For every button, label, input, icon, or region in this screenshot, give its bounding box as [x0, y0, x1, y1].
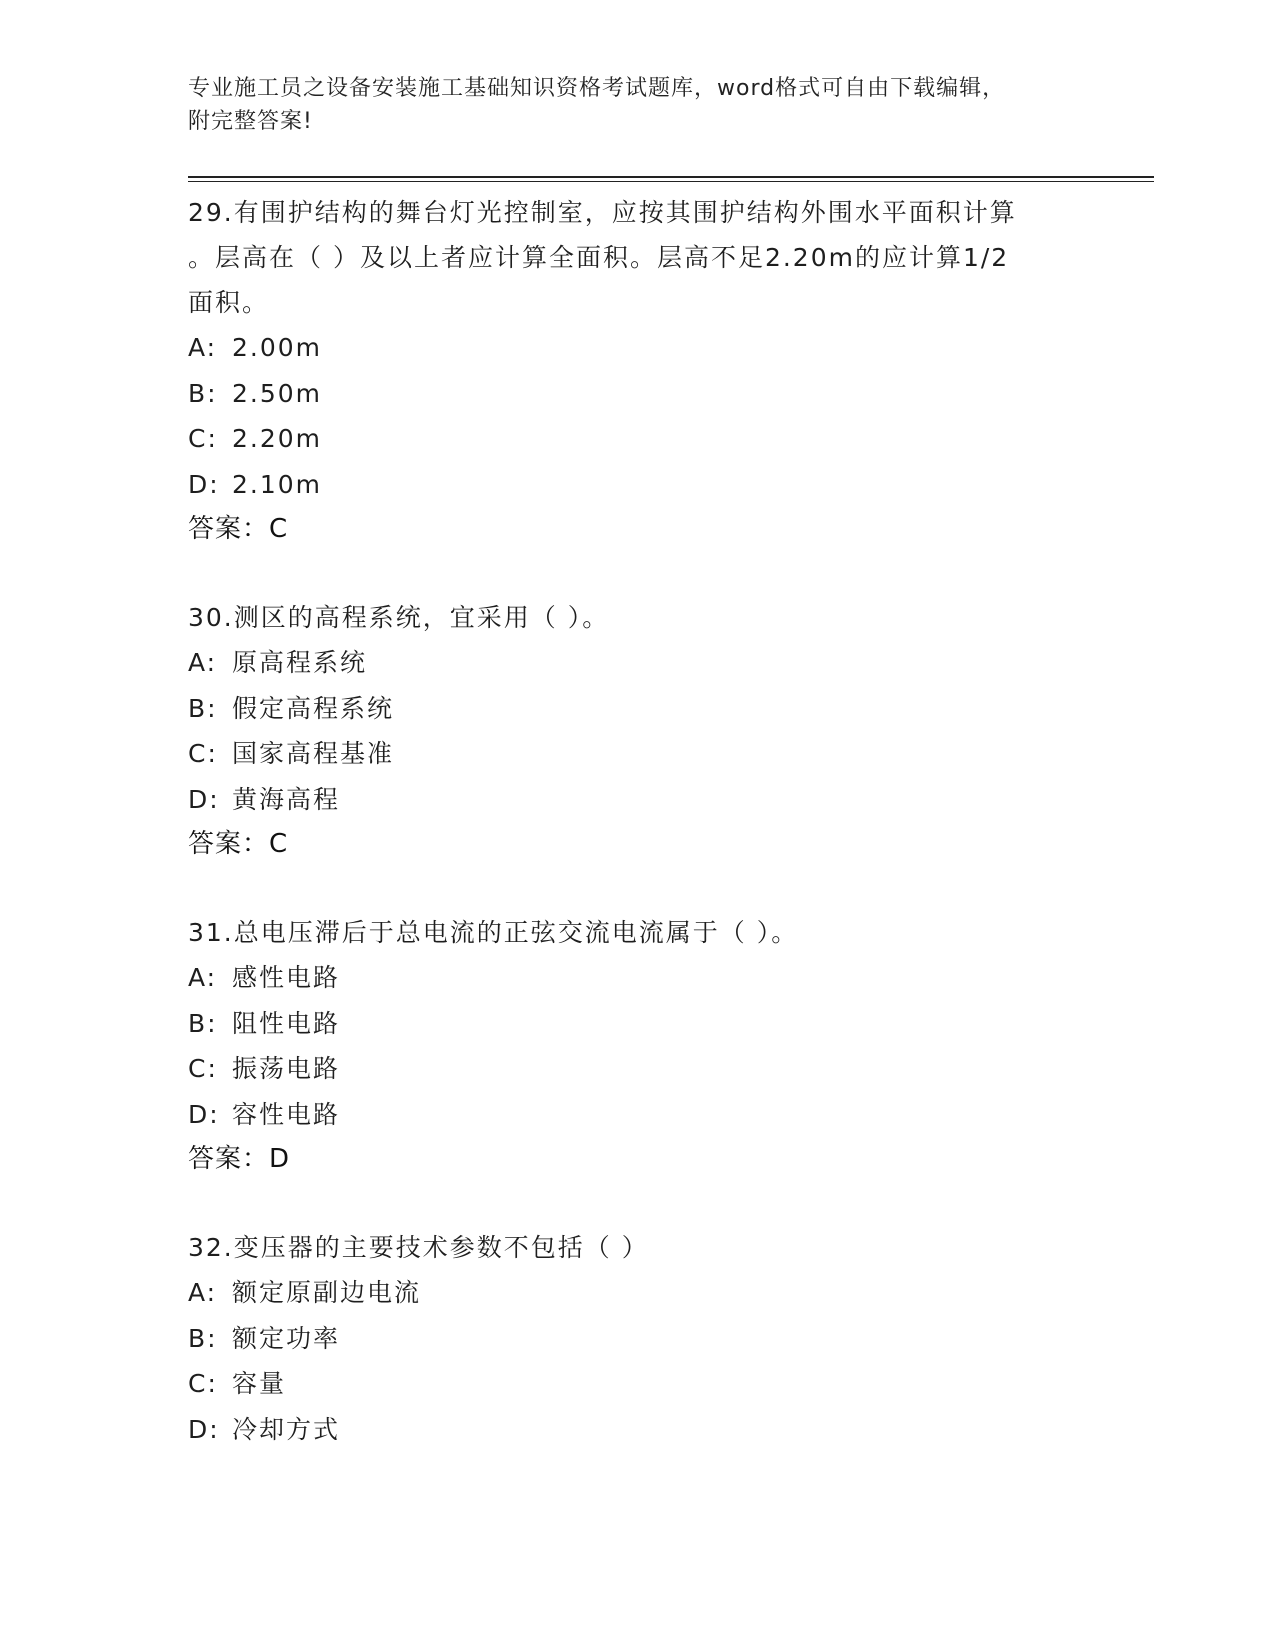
option-letter: B: [188, 1008, 218, 1038]
option-letter: C: [188, 1369, 218, 1398]
option-d [188, 1407, 1088, 1453]
option-text: 2.10m [232, 469, 323, 499]
document-header [188, 72, 1088, 138]
option-text: 阻性电路 [232, 1008, 341, 1038]
question-stem-line: 29.有围护结构的舞台灯光控制室，应按其围护结构外围水平面积计算 [188, 198, 1017, 227]
question-spacer [188, 1182, 1088, 1225]
option-a [188, 1270, 1088, 1316]
option-text: 额定功率 [232, 1323, 341, 1353]
option-d [188, 1092, 1088, 1138]
answer-line: 答案：D [188, 1144, 291, 1174]
question-list [188, 190, 1088, 1452]
option-letter: C: [188, 739, 218, 768]
option-text: 容性电路 [232, 1099, 341, 1129]
answer-line: 答案：C [188, 829, 289, 859]
option-letter: A: [188, 1278, 218, 1307]
option-b [188, 686, 1088, 732]
question-29 [188, 190, 1088, 552]
question-stem-line: 。层高在（ ）及以上者应计算全面积。层高不足2.20m的应计算1/2 [188, 243, 1010, 272]
option-c [188, 731, 1088, 777]
question-32 [188, 1225, 1088, 1452]
option-letter: D: [188, 469, 220, 499]
option-c [188, 1361, 1088, 1407]
option-d [188, 462, 1088, 508]
question-spacer [188, 552, 1088, 595]
question-31 [188, 910, 1088, 1182]
option-a [188, 640, 1088, 686]
option-letter: A: [188, 963, 218, 992]
option-b [188, 1001, 1088, 1047]
option-a [188, 955, 1088, 1001]
option-text: 假定高程系统 [232, 693, 395, 723]
option-text: 原高程系统 [232, 648, 368, 677]
option-b [188, 1316, 1088, 1362]
question-stem-line: 30.测区的高程系统，宜采用（ ）。 [188, 603, 610, 632]
question-stem-line: 32.变压器的主要技术参数不包括（ ） [188, 1233, 649, 1262]
option-letter: C: [188, 424, 218, 453]
header-double-rule [188, 176, 1154, 182]
option-text: 黄海高程 [232, 784, 341, 814]
option-b [188, 371, 1088, 417]
option-text: 2.50m [232, 378, 323, 408]
option-text: 2.00m [232, 333, 323, 362]
option-text: 冷却方式 [232, 1414, 341, 1444]
option-letter: D: [188, 1099, 220, 1129]
answer-line: 答案：C [188, 514, 289, 544]
option-text: 额定原副边电流 [232, 1278, 422, 1307]
option-letter: A: [188, 648, 218, 677]
option-letter: D: [188, 1414, 220, 1444]
option-text: 2.20m [232, 424, 323, 453]
option-letter: B: [188, 693, 218, 723]
option-a [188, 325, 1088, 371]
option-text: 国家高程基准 [232, 739, 395, 768]
option-letter: B: [188, 1323, 218, 1353]
option-letter: A: [188, 333, 218, 362]
question-stem-line: 31.总电压滞后于总电流的正弦交流电流属于（ ）。 [188, 918, 799, 947]
option-letter: C: [188, 1054, 218, 1083]
option-c [188, 416, 1088, 462]
option-letter: B: [188, 378, 218, 408]
option-d [188, 777, 1088, 823]
question-30 [188, 595, 1088, 867]
option-c [188, 1046, 1088, 1092]
option-text: 感性电路 [232, 963, 341, 992]
header-line-1: 专业施工员之设备安装施工基础知识资格考试题库，word格式可自由下载编辑， [188, 76, 1006, 101]
header-line-2: 附完整答案! [188, 109, 313, 134]
question-spacer [188, 867, 1088, 910]
option-letter: D: [188, 784, 220, 814]
question-stem-line: 面积。 [188, 288, 270, 317]
option-text: 容量 [232, 1369, 287, 1398]
option-text: 振荡电路 [232, 1054, 341, 1083]
